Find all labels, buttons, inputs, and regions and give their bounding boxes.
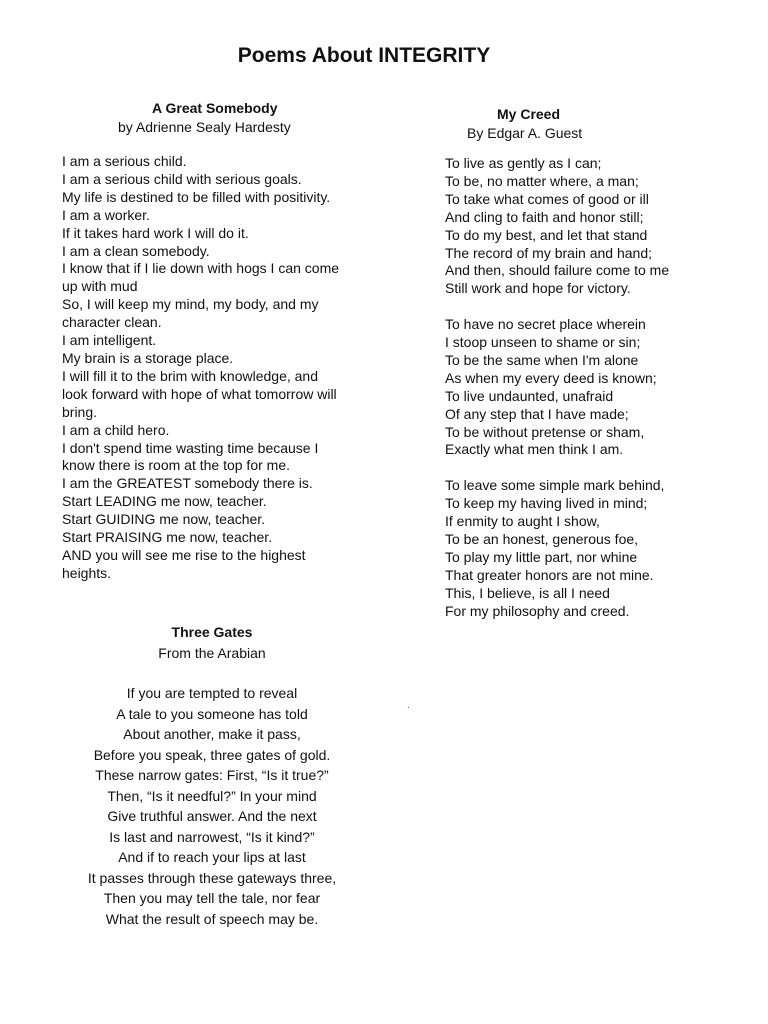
poem-line: look forward with hope of what tomorrow will [62,385,337,402]
poem-line: So, I will keep my mind, my body, and my [62,296,319,313]
poem-author: From the Arabian [158,645,266,661]
poem-line: I am a child hero. [62,421,170,438]
poem-line: know there is room at the top for me. [62,457,290,474]
poem-a-great-somebody [62,99,362,583]
poem-line: And cling to faith and honor still; [445,208,644,225]
poem-line: Start PRAISING me now, teacher. [62,529,273,546]
poem-line: I will fill it to the brim with knowledge, and [62,367,318,384]
stanza-break [445,459,745,477]
poem-line: As when my every deed is known; [445,369,657,386]
poem-my-creed [445,105,745,621]
poem-line: To be, no matter where, a man; [445,172,639,189]
poem-line: Before you speak, three gates of gold. [93,746,331,763]
poem-title: My Creed [497,106,561,122]
poem-line: Then, “Is it needful?” In your mind [107,787,317,804]
poem-line: Exactly what men think I am. [445,441,624,458]
poem-line: I know that if I lie down with hogs I can come [62,260,340,277]
poem-line: I am a worker. [62,206,150,223]
poem-line: To live as gently as I can; [445,155,602,171]
poem-line: To be the same when I'm alone [445,351,639,368]
poem-line: This, I believe, is all I need [445,584,610,601]
poem-line: To keep my having lived in mind; [445,495,648,512]
poem-line: Start LEADING me now, teacher. [62,493,267,510]
poem-line: To be without pretense or sham, [445,423,645,440]
poem-line: bring. [62,403,98,420]
poem-title: Three Gates [171,624,253,640]
page-title: Poems About INTEGRITY [237,44,491,67]
poem-line: For my philosophy and creed. [445,602,630,619]
poem-line: I am the GREATEST somebody there is. [62,475,313,492]
poem-line: I am a clean somebody. [62,242,210,259]
poem-line: To leave some simple mark behind, [445,477,665,494]
poem-line: character clean. [62,314,162,331]
stray-mark: . [407,700,410,711]
poem-line: And if to reach your lips at last [118,849,306,865]
poem-line: That greater honors are not mine. [445,566,654,583]
poem-line: A tale to you someone has told [116,705,308,722]
poem-line: These narrow gates: First, “Is it true?” [95,767,329,783]
poem-line: The record of my brain and hand; [445,244,653,261]
poem-line: If it takes hard work I will do it. [62,224,249,241]
poem-line: My brain is a storage place. [62,349,234,366]
poem-line: up with mud [62,278,138,295]
poem-line: Still work and hope for victory. [445,280,631,297]
poem-line: To play my little part, nor whine [445,548,638,565]
poem-line: If enmity to aught I show, [445,513,600,530]
stanza-break [445,298,745,316]
poem-body [445,155,745,621]
poem-author: By Edgar A. Guest [467,125,583,141]
poem-line: AND you will see me rise to the highest [62,546,306,563]
poem-line: To do my best, and let that stand [445,226,648,243]
poem-body [62,153,362,583]
poem-line: And then, should failure come to me [445,262,670,279]
poem-line: I am intelligent. [62,332,157,349]
poem-line: To be an honest, generous foe, [445,531,639,547]
poem-line: Of any step that I have made; [445,405,629,422]
poem-line: To take what comes of good or ill [445,190,649,207]
poem-line: If you are tempted to reveal [126,685,298,701]
poem-line: Is last and narrowest, “Is it kind?” [109,828,315,845]
poem-line: Then you may tell the tale, nor fear [103,890,321,906]
poem-body [62,683,362,929]
poem-line: Start GUIDING me now, teacher. [62,511,266,528]
poem-line: To have no secret place wherein [445,316,646,333]
poem-line: To live undaunted, unafraid [445,387,614,404]
poem-line: Give truthful answer. And the next [107,808,317,824]
poem-line: My life is destined to be filled with positivity. [62,188,331,205]
poem-author: by Adrienne Sealy Hardesty [118,119,291,135]
poem-line: heights. [62,564,112,581]
poem-line: What the result of speech may be. [105,910,319,927]
poem-line: I am a serious child. [62,153,187,169]
poem-line: I am a serious child with serious goals. [62,170,302,187]
poem-line: It passes through these gateways three, [87,869,337,886]
poem-title: A Great Somebody [152,100,278,116]
poem-line: I don't spend time wasting time because I [62,439,319,456]
poem-line: I stoop unseen to shame or sin; [445,334,641,351]
poem-line: About another, make it pass, [123,726,301,742]
